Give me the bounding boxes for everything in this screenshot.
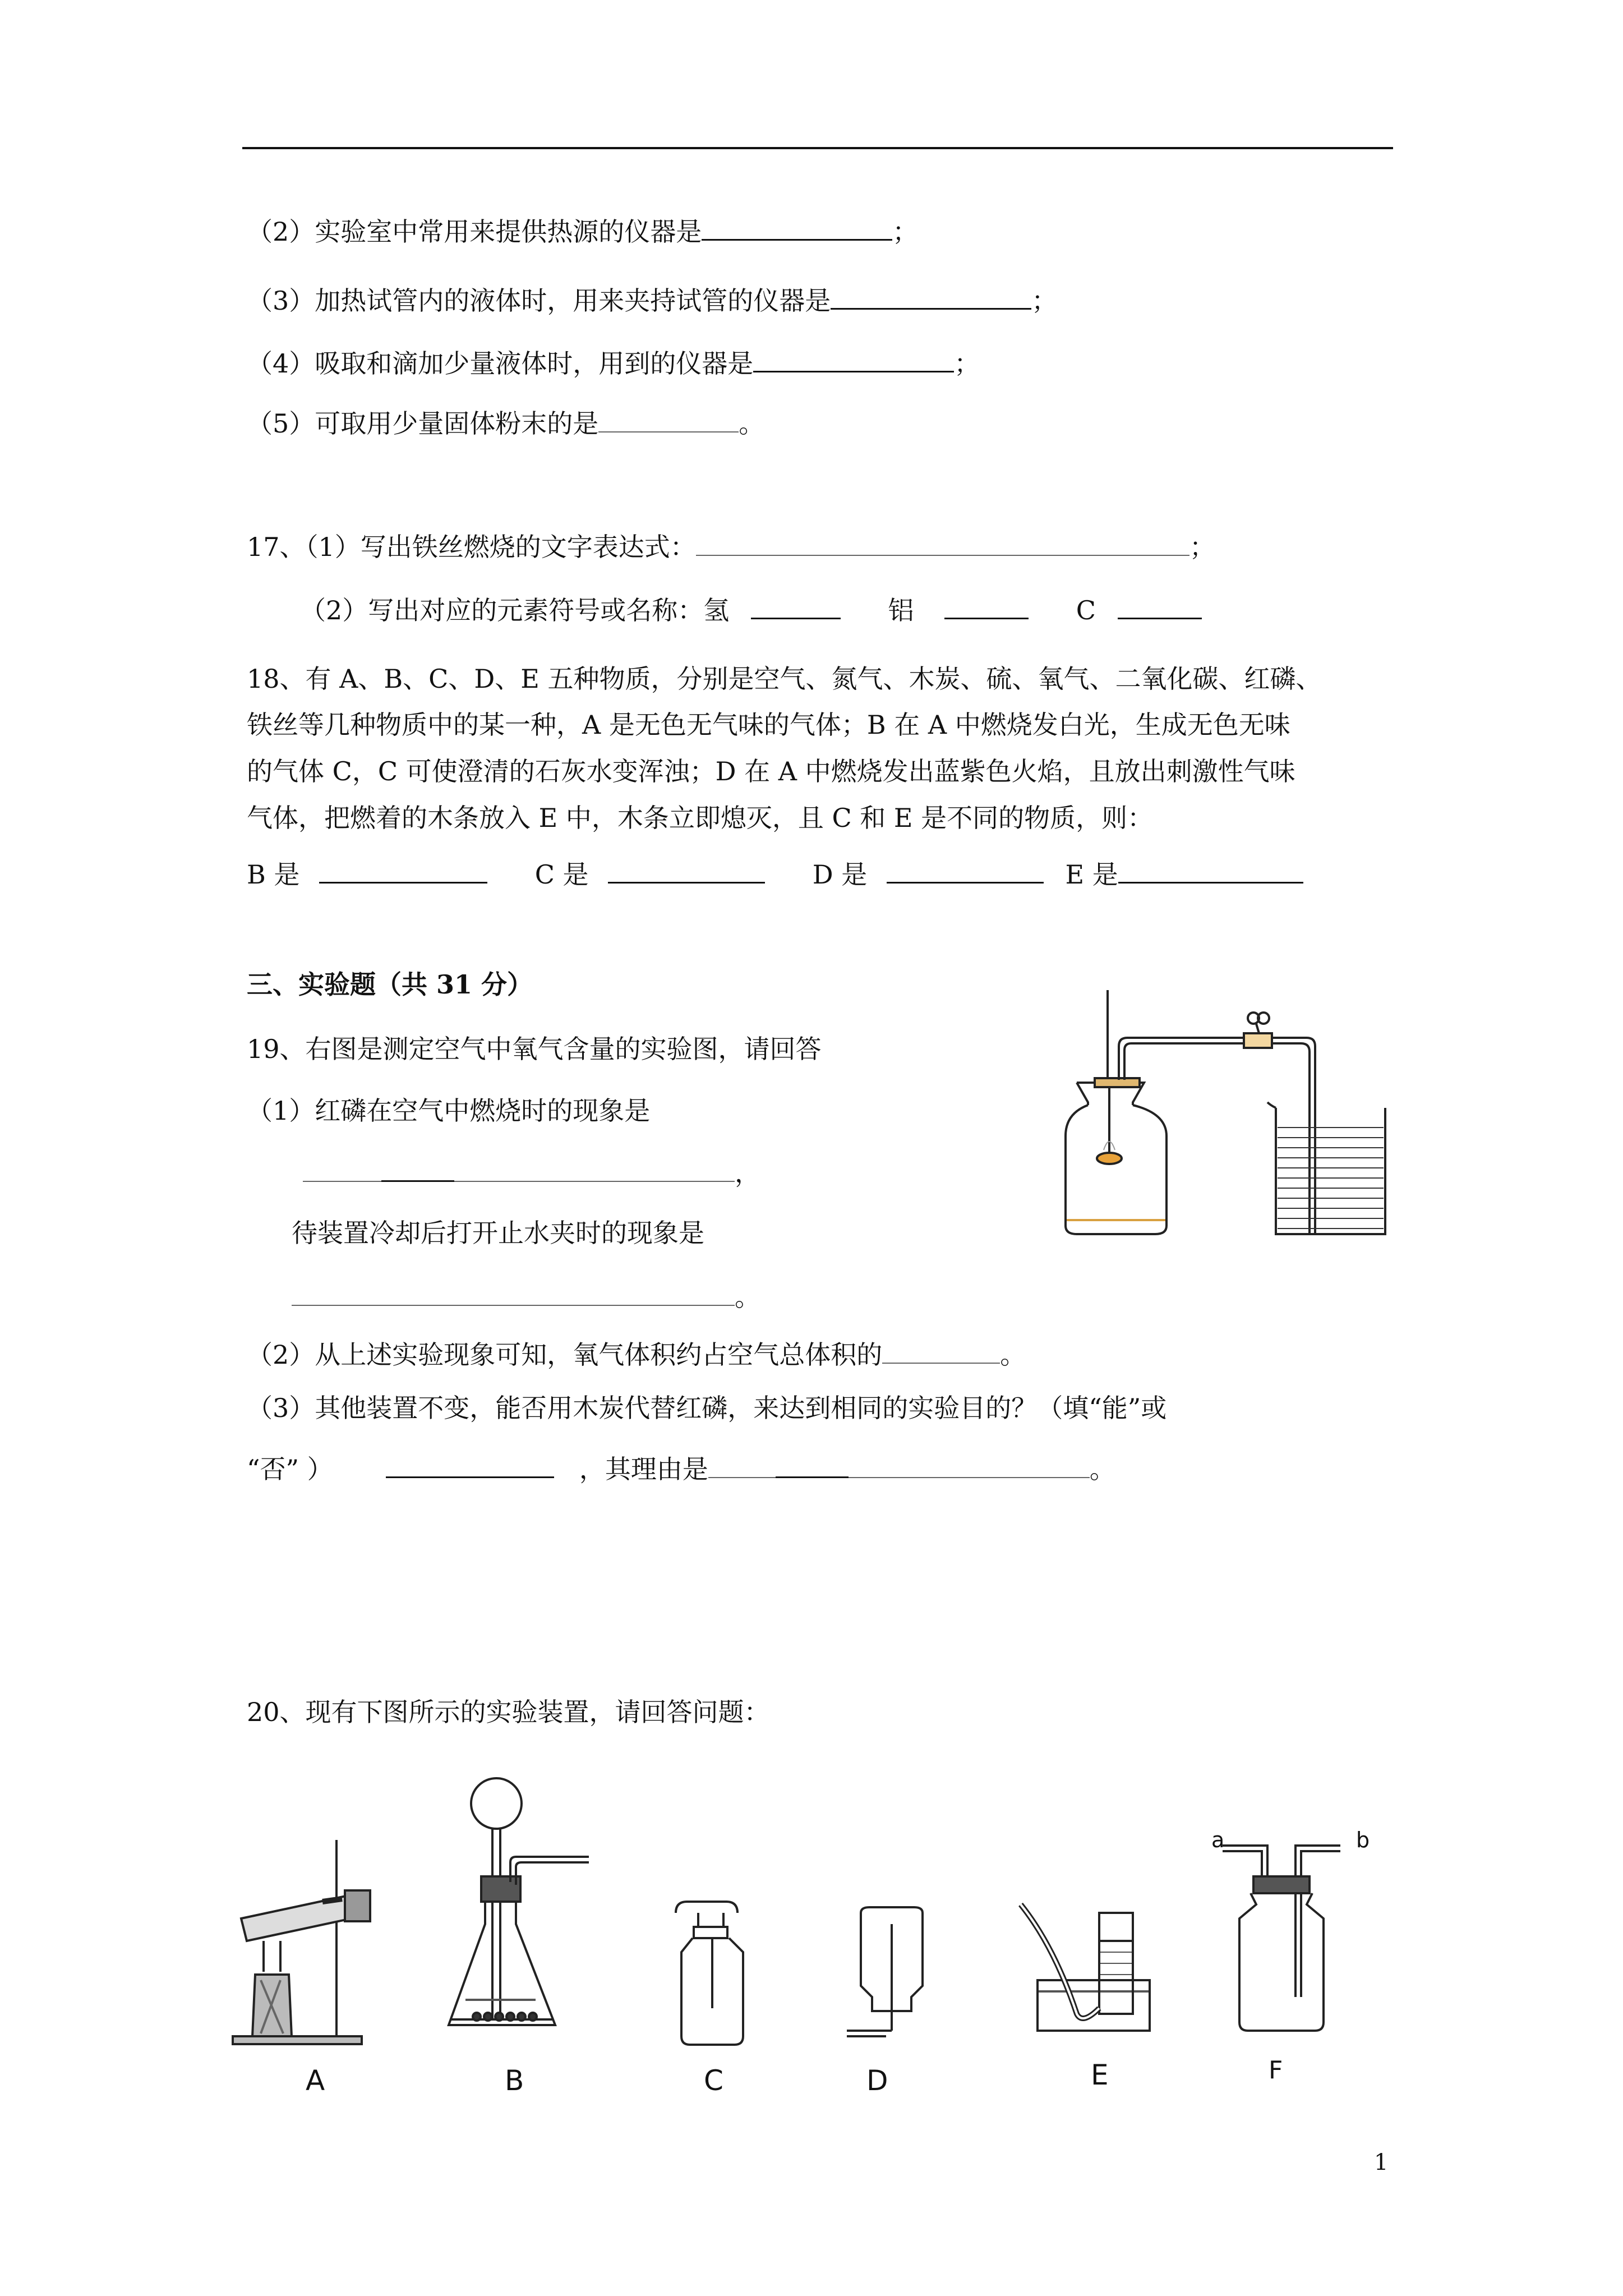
q16-part4: （4）吸取和滴加少量液体时，用到的仪器是 ； — [247, 346, 980, 380]
answer-blank[interactable] — [1118, 593, 1202, 619]
answer-blank[interactable] — [292, 1280, 735, 1306]
q19-part1: （1）红磷在空气中燃烧时的现象是 — [247, 1096, 651, 1126]
q19-part1b-answer: 。 — [292, 1280, 760, 1314]
answer-blank-rest — [849, 1452, 1090, 1478]
port-b-label: b — [1356, 1828, 1370, 1852]
answer-blank[interactable] — [776, 1452, 849, 1478]
answer-blank[interactable] — [944, 593, 1029, 619]
answer-blank-solid — [381, 1156, 454, 1182]
q19-part3: （3）其他装置不变，能否用木炭代替红磷，来达到相同的实验目的？（填“能”或 — [247, 1393, 1167, 1423]
label-a: A — [306, 2064, 325, 2097]
q19-intro: 19、右图是测定空气中氧气含量的实验图，请回答 — [247, 1034, 822, 1064]
q16-part5: （5）可取用少量固体粉末的是 。 — [247, 407, 764, 440]
apparatus-b-figure — [443, 1773, 611, 2055]
answer-blank[interactable] — [598, 407, 739, 432]
answer-blank[interactable] — [751, 593, 841, 619]
q16-part2: （2）实验室中常用来提供热源的仪器是 ； — [247, 214, 918, 249]
answer-blank[interactable] — [702, 214, 892, 241]
answer-blank-start — [708, 1452, 776, 1478]
q18-line3: 的气体 C，C 可使澄清的石灰水变浑浊；D 在 A 中燃烧发出蓝紫色火焰，且放出刺激性气味 — [247, 756, 1295, 786]
q17-part1: 17、（1）写出铁丝燃烧的文字表达式： ； — [247, 530, 1215, 564]
answer-blank[interactable] — [887, 857, 1044, 884]
label-e: E — [1091, 2059, 1109, 2091]
q19-part1-answer: ， — [303, 1156, 760, 1190]
q19-part2: （2）从上述实验现象可知，氧气体积约占空气总体积的 。 — [247, 1338, 1026, 1372]
page-number: 1 — [1374, 2150, 1389, 2175]
header-rule — [242, 147, 1393, 149]
q19-part1b: 待装置冷却后打开止水夹时的现象是 — [292, 1218, 704, 1248]
label-c: C — [704, 2064, 723, 2097]
q16-part3: （3）加热试管内的液体时，用来夹持试管的仪器是 ； — [247, 283, 1057, 318]
apparatus-e-figure — [1015, 1902, 1161, 2050]
q19-part3b: “否” ） ，其理由是 。 — [247, 1452, 1115, 1486]
label-f: F — [1269, 2056, 1283, 2085]
label-d: D — [866, 2064, 888, 2097]
apparatus-a-figure — [230, 1840, 409, 2055]
q20-intro: 20、现有下图所示的实验装置，请回答问题： — [247, 1697, 770, 1727]
answer-blank[interactable] — [386, 1452, 554, 1478]
port-a-label: a — [1211, 1828, 1225, 1852]
section-title: 三、实验题（共 31 分） — [247, 969, 533, 1000]
q18-line1: 18、有 A、B、C、D、E 五种物质，分别是空气、氮气、木炭、硫、氧气、二氧化碳、红磷、 — [247, 664, 1322, 694]
answer-blank[interactable] — [608, 857, 765, 884]
answer-blank[interactable] — [753, 346, 954, 372]
q18-line2: 铁丝等几种物质中的某一种，A 是无色无气味的气体；B 在 A 中燃烧发白光，生成无色无味 — [247, 710, 1290, 740]
answer-blank[interactable] — [882, 1338, 1000, 1364]
answer-blank[interactable] — [319, 857, 487, 884]
answer-blank[interactable] — [696, 530, 1189, 556]
answer-blank[interactable] — [303, 1156, 381, 1182]
answer-blank[interactable] — [831, 283, 1031, 310]
answer-blank-rest — [454, 1156, 735, 1182]
label-b: B — [505, 2064, 524, 2097]
apparatus-c-figure — [670, 1896, 771, 2055]
apparatus-f-figure — [1217, 1829, 1374, 2044]
oxygen-content-apparatus-figure — [1054, 987, 1402, 1248]
q18-answers: B 是 C 是 D 是 E 是 — [247, 857, 1303, 891]
q17-part2: （2）写出对应的元素符号或名称：氢 铝 C — [300, 593, 1202, 627]
answer-blank[interactable] — [1118, 857, 1303, 884]
q18-line4: 气体，把燃着的木条放入 E 中，木条立即熄灭，且 C 和 E 是不同的物质，则： — [247, 803, 1154, 833]
apparatus-d-figure — [841, 1907, 942, 2055]
